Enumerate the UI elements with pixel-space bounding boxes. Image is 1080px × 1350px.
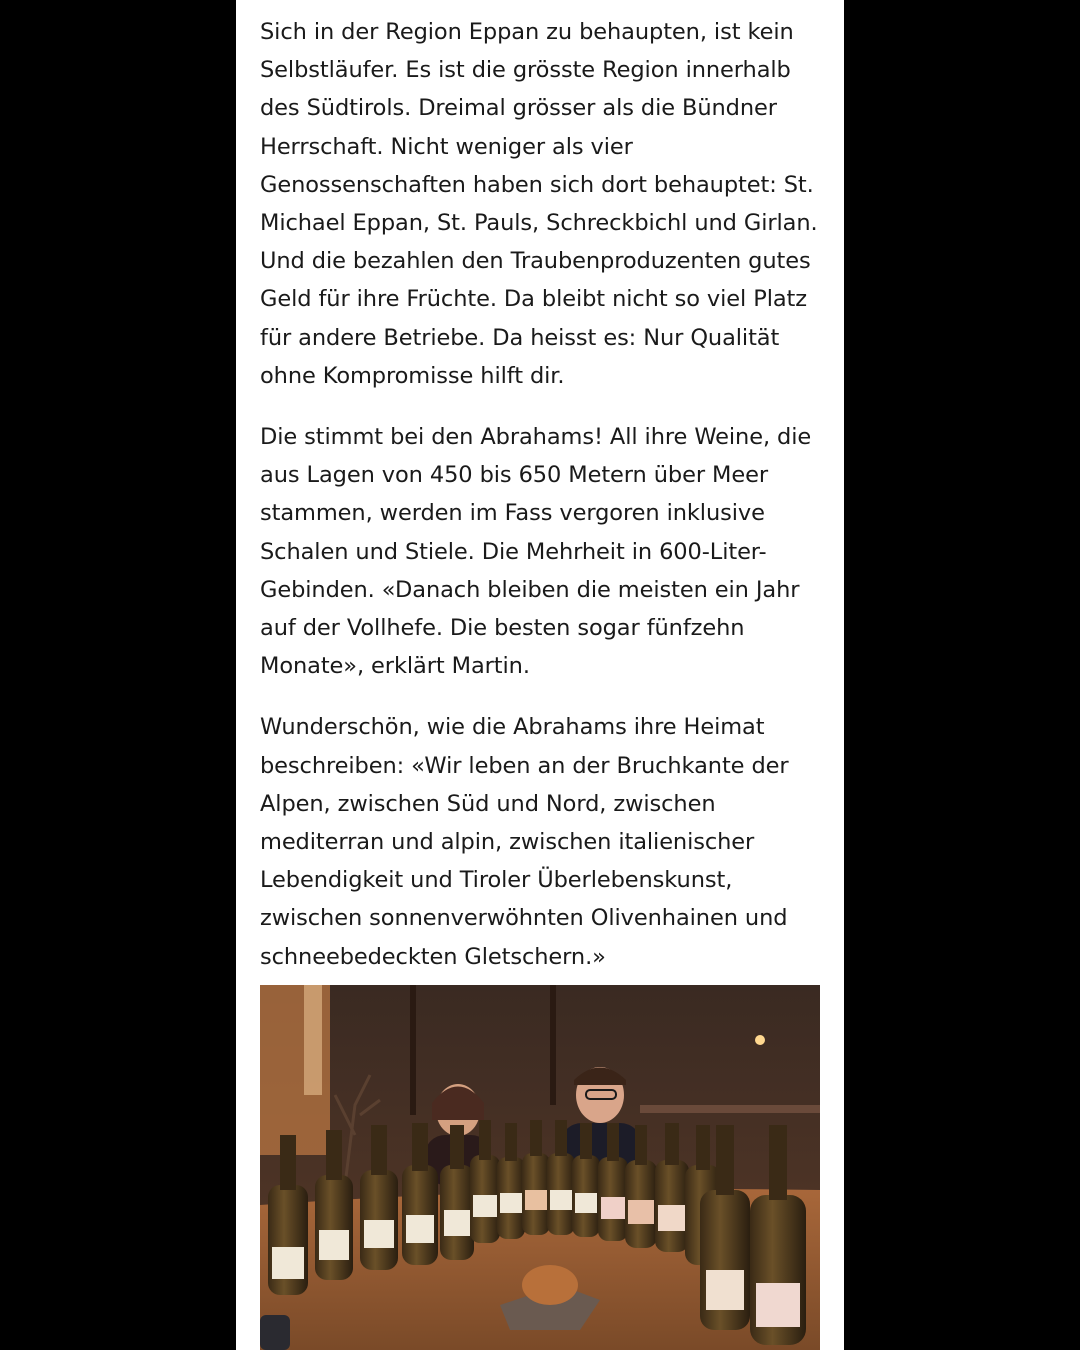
shelf — [640, 1105, 820, 1113]
wall-divider — [410, 985, 416, 1115]
paragraph-3: Wunderschön, wie die Abrahams ihre Heimat beschreiben: «Wir leben an der Bruchkante der Alpen, zwischen Süd und Nord, zwischen mediterran und alpin, zwischen italienischer Lebendigkeit und Tiroler Überlebenskunst, zwischen sonnenverwöhnten Olivenhainen und schneebedeckten Gletschern.» — [260, 714, 789, 970]
article-page — [236, 0, 844, 1350]
article-body — [260, 13, 828, 999]
wine-tasting-illustration — [260, 985, 820, 1350]
paragraph-1: Sich in der Region Eppan zu behaupten, ist kein Selbstläufer. Es ist die grösste Region innerhalb des Südtirols. Dreimal grösser als die Bündner Herrschaft. Nicht weniger als vier Genossenschaften haben sich dort behauptet: St. Michael Eppan, St. Pauls, Schreckbichl und Girlan. Und die bezahlen den Traubenproduzenten gutes Geld für ihre Früchte. Da bleibt nicht so viel Platz für andere Betriebe. Da heisst es: Nur Qualität ohne Kompromisse hilft dir. — [260, 19, 818, 389]
ceiling-light-icon — [755, 1035, 765, 1045]
wall-divider — [550, 985, 556, 1105]
phone — [260, 1315, 290, 1350]
rock — [522, 1265, 578, 1305]
article-photo-wine-tasting — [260, 985, 820, 1350]
paragraph-2: Die stimmt bei den Abrahams! All ihre Weine, die aus Lagen von 450 bis 650 Metern über Meer stammen, werden im Fass vergoren inklusive Schalen und Stiele. Die Mehrheit in 600-Liter-Gebinden. «Danach bleiben die meisten ein Jahr auf der Vollhefe. Die besten sogar fünfzehn Monate», erklärt Martin. — [260, 424, 812, 680]
window-light — [304, 985, 322, 1095]
